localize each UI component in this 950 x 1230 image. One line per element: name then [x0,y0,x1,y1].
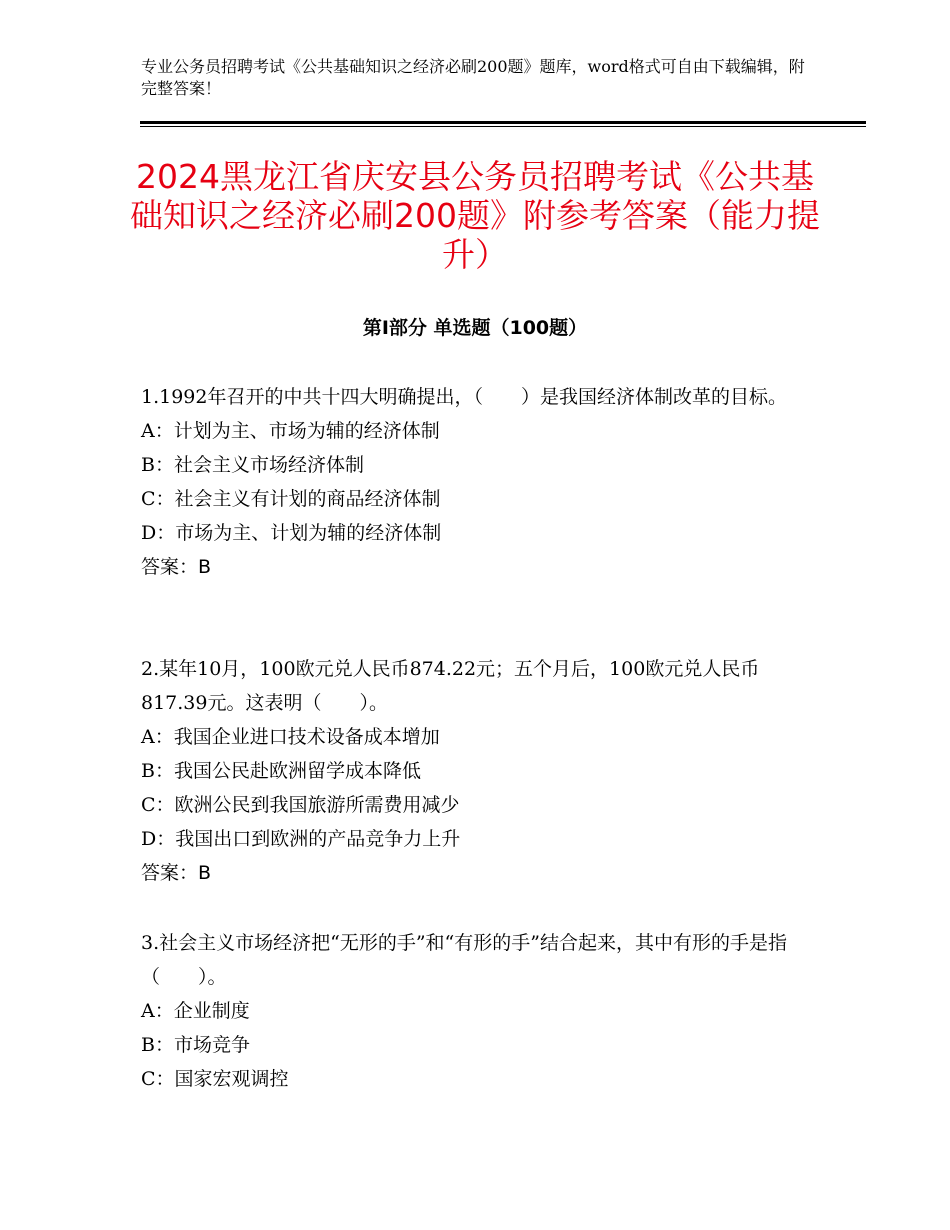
document-title: 2024黑龙江省庆安县公务员招聘考试《公共基础知识之经济必刷200题》附参考答案（能力提升） [130,157,820,274]
answer: 答案：B [141,862,212,884]
option-b: B：社会主义市场经济体制 [141,454,364,476]
question-3 [141,926,806,1096]
option-d: D：市场为主、计划为辅的经济体制 [141,522,442,544]
answer: 答案：B [141,556,212,578]
question-stem: 1.1992年召开的中共十四大明确提出，（ ）是我国经济体制改革的目标。 [141,386,787,408]
header-divider-thin [140,126,866,127]
question-stem: 2.某年10月，100欧元兑人民币874.22元；五个月后，100欧元兑人民币817.39元。这表明（ ）。 [141,658,760,714]
option-a: A：企业制度 [141,1000,250,1022]
question-1 [141,380,806,584]
header-note: 专业公务员招聘考试《公共基础知识之经济必刷200题》题库，word格式可自由下载编辑，附完整答案！ [141,57,805,98]
option-c: C：国家宏观调控 [141,1068,289,1090]
option-b: B：市场竞争 [141,1034,250,1056]
option-a: A：我国企业进口技术设备成本增加 [141,726,440,748]
option-b: B：我国公民赴欧洲留学成本降低 [141,760,421,782]
question-2 [141,652,806,890]
option-c: C：社会主义有计划的商品经济体制 [141,488,441,510]
option-d: D：我国出口到欧洲的产品竞争力上升 [141,828,461,850]
option-c: C：欧洲公民到我国旅游所需费用减少 [141,794,460,816]
question-stem: 3.社会主义市场经济把“无形的手”和“有形的手”结合起来，其中有形的手是指（ ）。 [141,932,787,988]
section-title: 第I部分 单选题（100题） [362,317,588,339]
header-divider-thick [140,121,866,124]
option-a: A：计划为主、市场为辅的经济体制 [141,420,440,442]
